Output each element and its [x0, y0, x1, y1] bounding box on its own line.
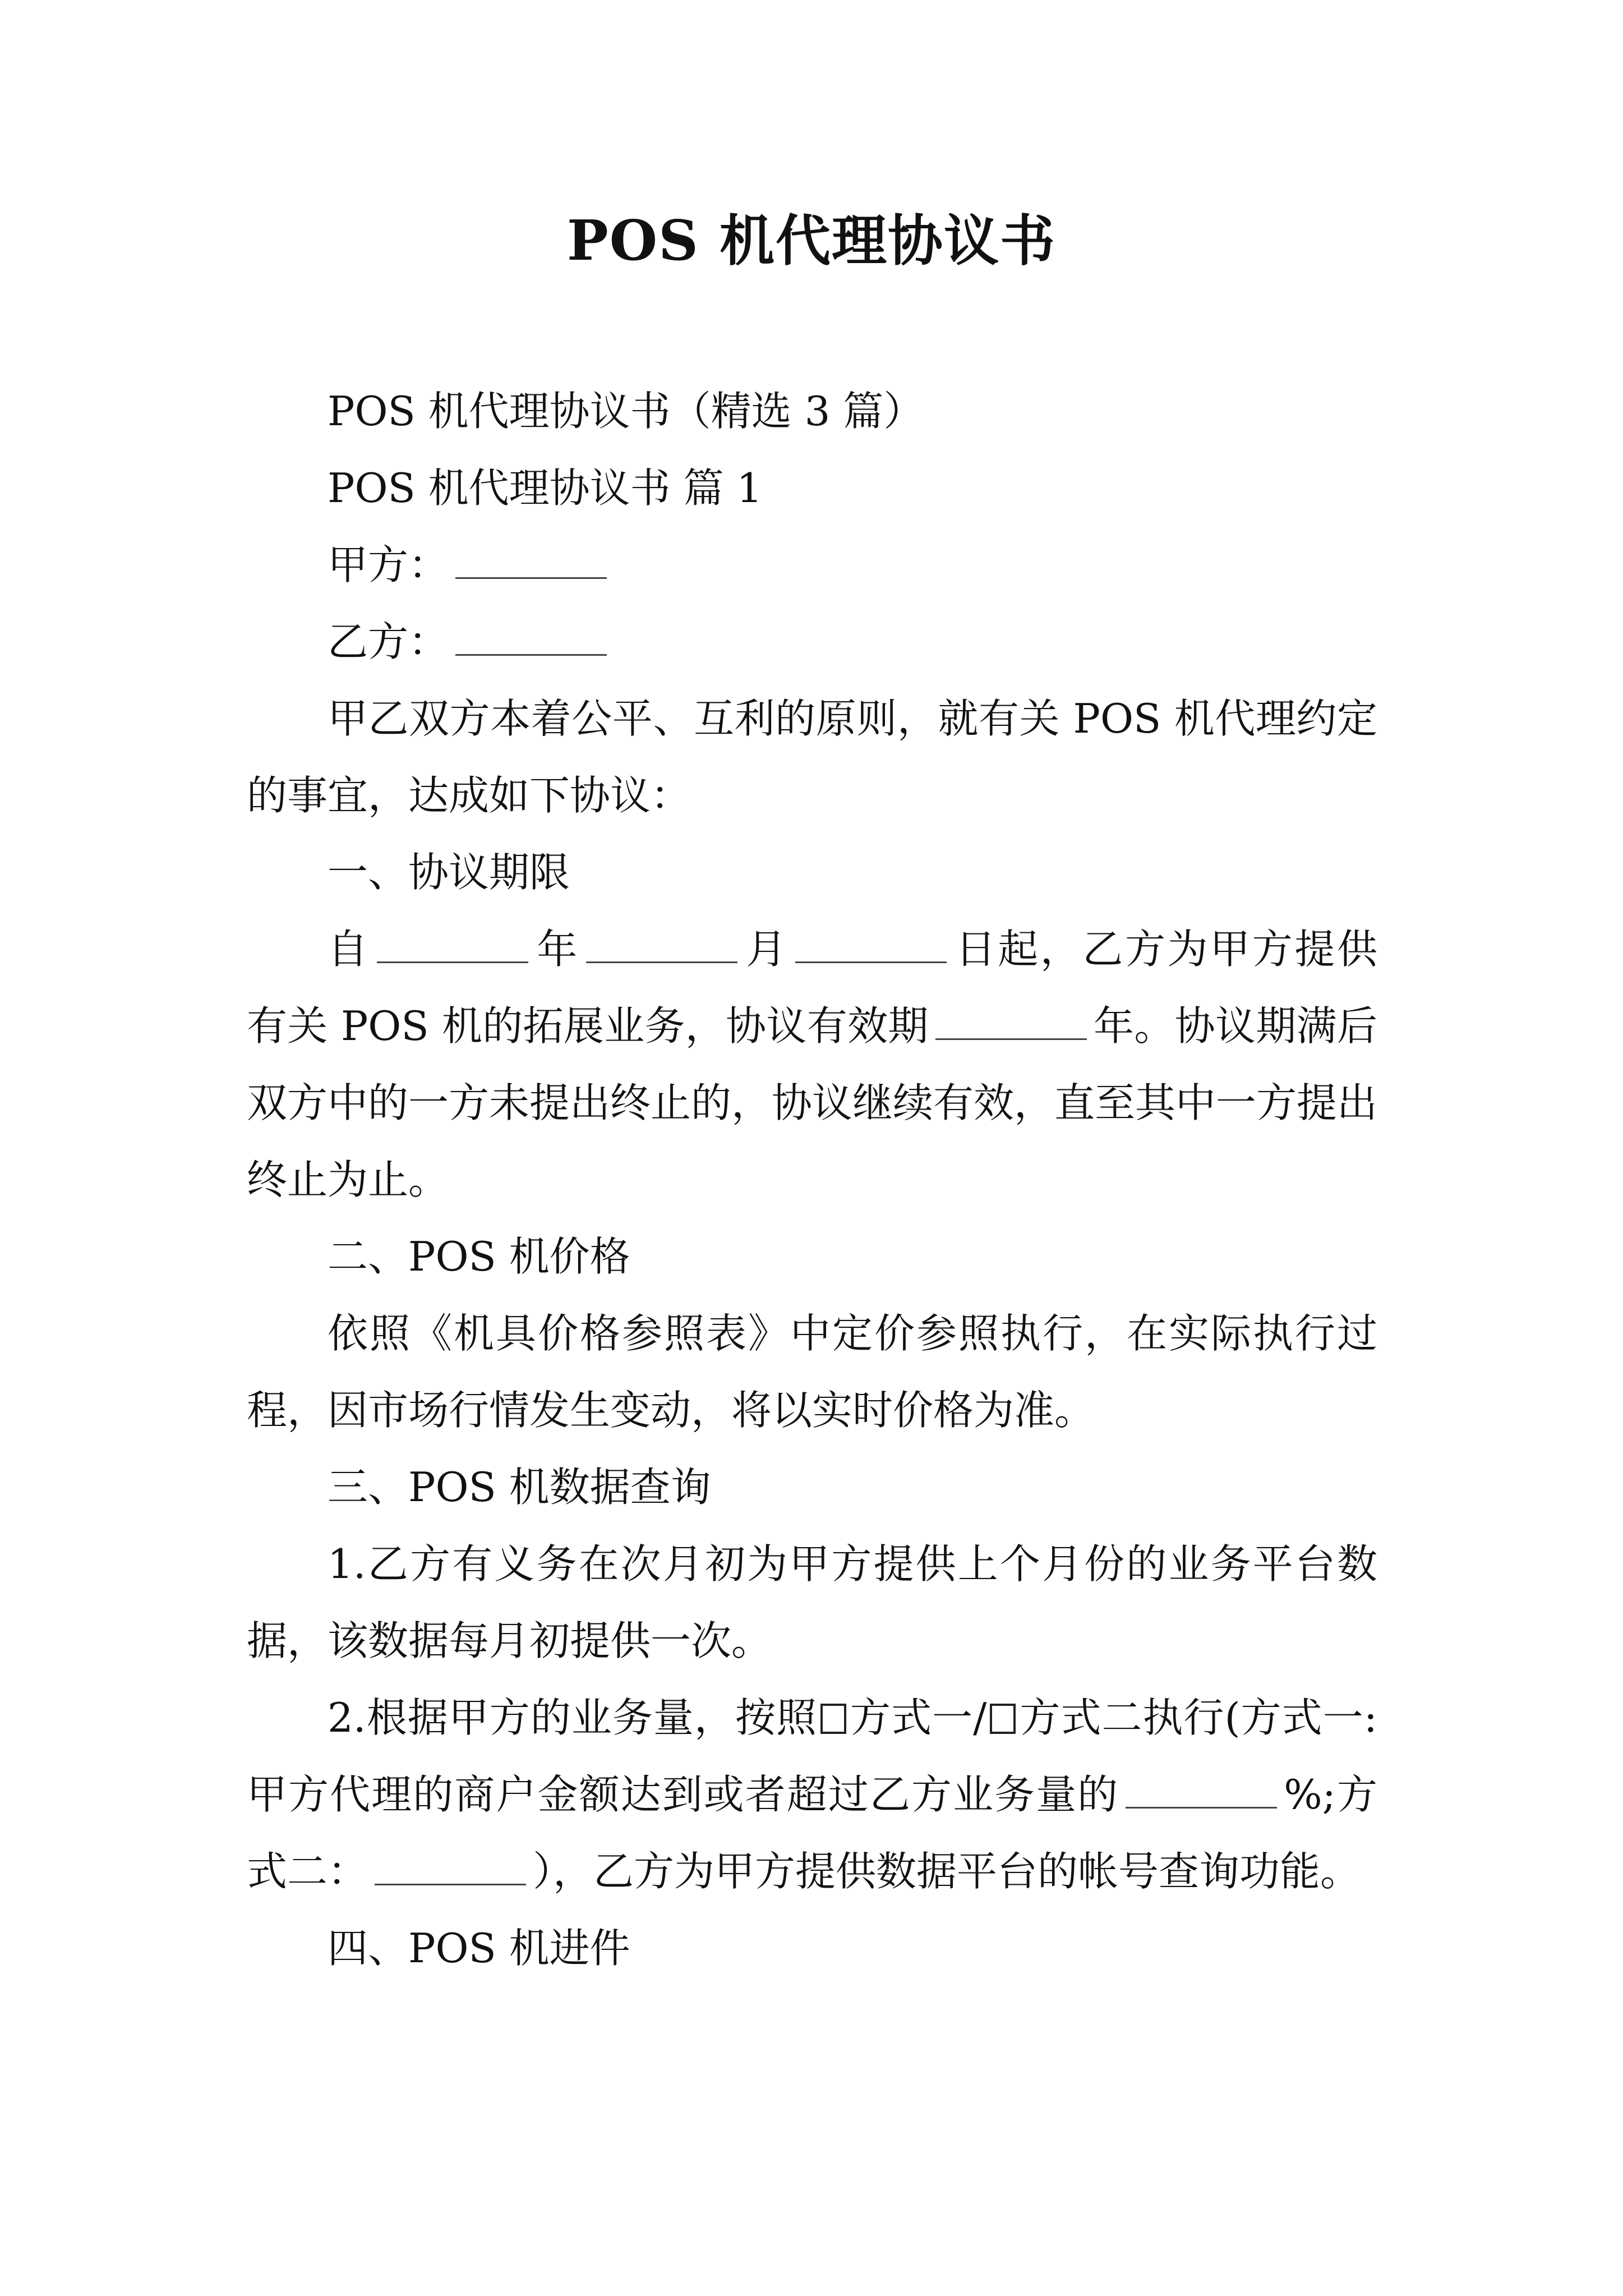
party-a-blank — [455, 545, 607, 579]
term-month: 月 — [744, 926, 789, 973]
query-2-ending: ），乙方为甲方提供数据平台的帐号查询功能。 — [533, 1848, 1361, 1895]
period-blank — [935, 1006, 1087, 1040]
term-prefix: 自 — [328, 926, 370, 973]
query-2-option1: 方式一/ — [850, 1694, 987, 1741]
month-blank — [586, 929, 737, 963]
party-b-line — [247, 604, 1377, 680]
day-blank — [795, 929, 947, 963]
heading-pos-price: 二、POS 机价格 — [328, 1233, 630, 1280]
method-two-blank — [375, 1851, 526, 1885]
intro-paragraph: 甲乙双方本着公平、互利的原则，就有关 POS 机代理约定的事宜，达成如下协议： — [247, 695, 1377, 819]
query-2-percent: %;方式二： — [247, 1771, 1377, 1895]
term-paragraph — [247, 911, 1377, 1218]
percent-blank — [1126, 1774, 1277, 1809]
heading-agreement-term: 一、协议期限 — [328, 849, 570, 896]
party-a-label: 甲方： — [328, 541, 449, 588]
query-paragraph-2 — [247, 1680, 1377, 1910]
party-b-blank — [455, 622, 607, 656]
subtitle: POS 机代理协议书（精选 3 篇） — [328, 388, 924, 435]
heading-pos-data-query: 三、POS 机数据查询 — [328, 1464, 711, 1511]
term-day-text: 日起，乙方为甲方提供有关 POS 机的拓展业务，协议有效期 — [247, 926, 1377, 1050]
term-year: 年 — [534, 926, 579, 973]
document-body — [247, 373, 1377, 1987]
party-b-label: 乙方： — [328, 618, 449, 665]
term-after-period: 年。协议期满后双方中的一方未提出终止的，协议继续有效，直至其中一方提出终止为止。 — [247, 1002, 1378, 1203]
party-a-line — [247, 527, 1377, 604]
query-2-part1: 2.根据甲方的业务量，按照 — [328, 1694, 818, 1741]
query-2-option2: 方式二执行(方式一:甲方代理的商户金额达到或者超过乙方业务量的 — [247, 1694, 1377, 1818]
price-paragraph: 依照《机具价格参照表》中定价参照执行，在实际执行过程，因市场行情发生变动，将以实时价格为准。 — [247, 1310, 1377, 1434]
year-blank — [377, 929, 528, 963]
query-paragraph-1: 1.乙方有义务在次月初为甲方提供上个月份的业务平台数据，该数据每月初提供一次。 — [247, 1540, 1377, 1664]
section-title: POS 机代理协议书 篇 1 — [328, 464, 763, 512]
method-one-checkbox — [820, 1704, 846, 1734]
method-two-checkbox — [990, 1704, 1016, 1734]
document-title: POS 机代理协议书 — [567, 209, 1056, 273]
heading-pos-intake: 四、POS 机进件 — [328, 1925, 630, 1972]
